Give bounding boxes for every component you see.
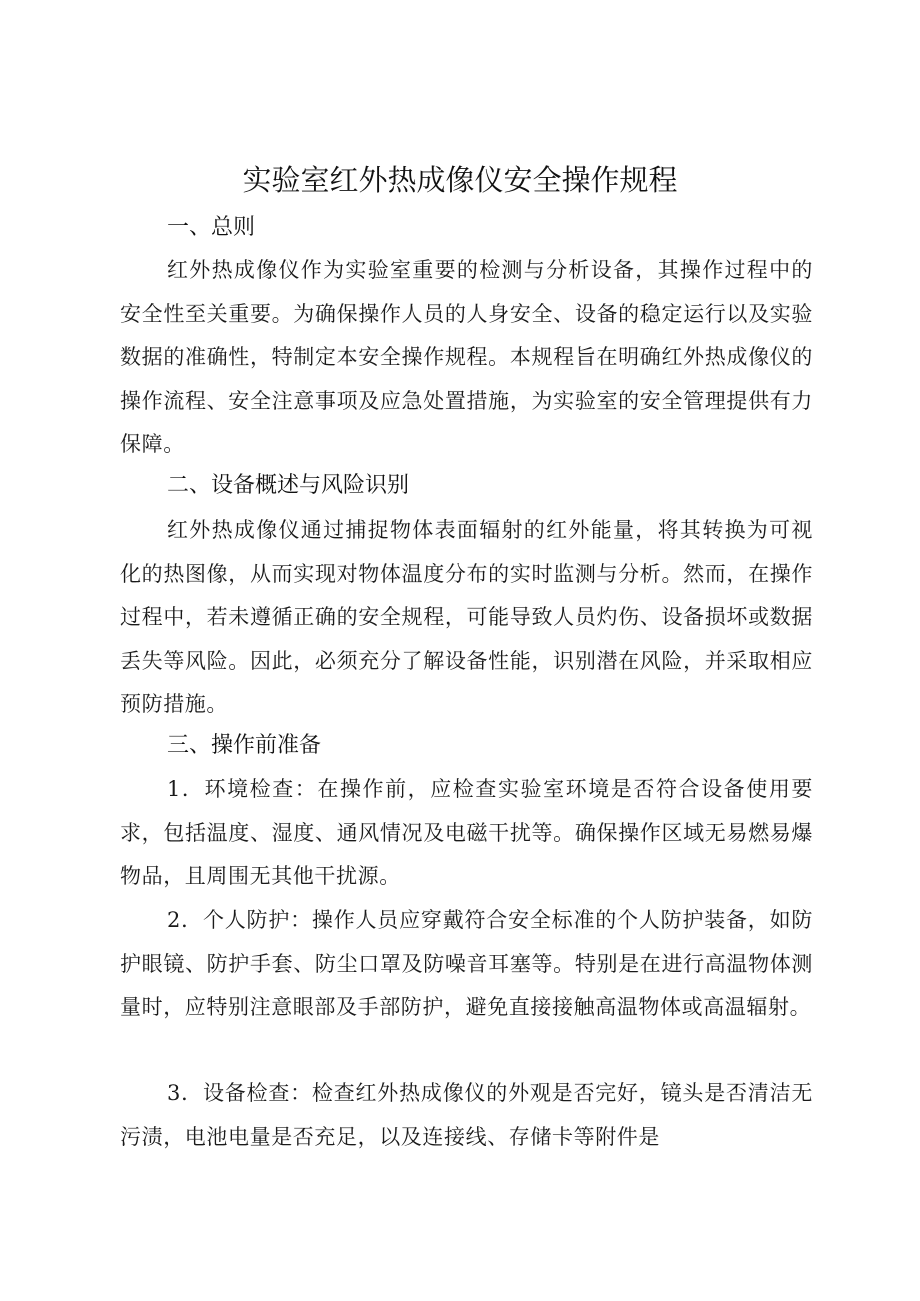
section-paragraph-overview: 红外热成像仪通过捕捉物体表面辐射的红外能量，将其转换为可视化的热图像，从而实现对物体温度分布的实时监测与分析。然而，在操作过程中，若未遵循正确的安全规程，可能导致人员灼伤、设备损坏或数据丢失等风险。因此，必须充分了解设备性能，识别潜在风险，并采取相应预防措施。	[120, 518, 813, 716]
section-paragraph-general: 红外热成像仪作为实验室重要的检测与分析设备，其操作过程中的安全性至关重要。为确保操作人员的人身安全、设备的稳定运行以及实验数据的准确性，特制定本安全操作规程。本规程旨在明确红外热成像仪的操作流程、安全注意事项及应急处置措施，为实验室的安全管理提供有力保障。	[120, 258, 813, 456]
preparation-item-environment: 1．环境检查：在操作前，应检查实验室环境是否符合设备使用要求，包括温度、湿度、通风情况及电磁干扰等。确保操作区域无易燃易爆物品，且周围无其他干扰源。	[120, 777, 813, 888]
preparation-item-equipment: 3．设备检查：检查红外热成像仪的外观是否完好，镜头是否清洁无污渍，电池电量是否充足，以及连接线、存储卡等附件是	[120, 1081, 813, 1149]
section-heading-general: 一、总则	[167, 215, 256, 240]
section-heading-overview: 二、设备概述与风险识别	[167, 473, 410, 498]
section-heading-preparation: 三、操作前准备	[167, 733, 322, 758]
preparation-item-protection: 2．个人防护：操作人员应穿戴符合安全标准的个人防护装备，如防护眼镜、防护手套、防尘口罩及防噪音耳塞等。特别是在进行高温物体测量时，应特别注意眼部及手部防护，避免直接接触高温物体或高温辐射。	[120, 908, 813, 1019]
document-title: 实验室红外热成像仪安全操作规程	[242, 163, 678, 197]
